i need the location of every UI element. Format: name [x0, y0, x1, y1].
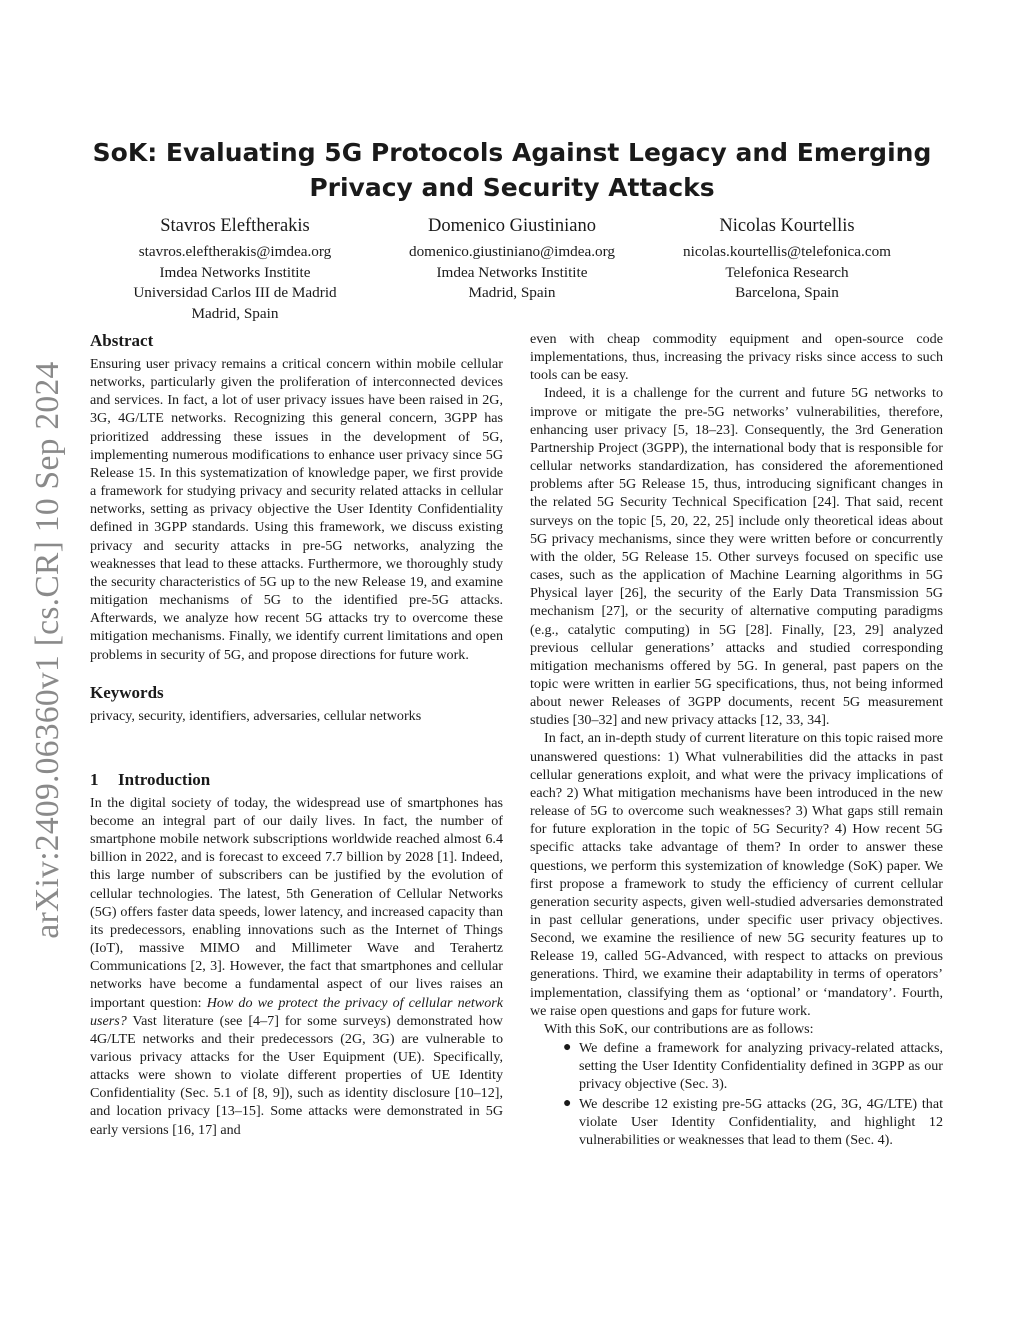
author-email: domenico.giustiniano@imdea.org: [408, 243, 616, 260]
intro-paragraph-2: Indeed, it is a challenge for the current and future 5G networks to improve or mitigate the pre-5G networks’ vulnerabilities, therefore, enhancing user privacy [5, 18–23]. Consequently, the 3rd Generation Partnership Project (3GPP), the international body that is responsible for cellular networks standardization, has considered the aforementioned problems after 5G Release 15, thus, introducing significant changes in the related 5G Security Technical Specification [24]. That said, recent surveys on the topic [5, 20, 22, 25] include only theoretical ideas about 5G privacy mechanisms, since they were written before or concurrently with the older, 5G Release 15. Other surveys focused on specific use cases, such as the application of Machine Learning algorithms in 5G Physical layer [26], the security of the Early Data Transmission 5G mechanism [27], or the security of alternative computing paradigms (e.g., catalytic computing) in 5G [28]. Finally, [23, 29] analyzed previous cellular generations’ attacks and studied corresponding mitigation mechanisms offered by 5G. In general, past papers on the topic were written in earlier 5G specifications, thus, not being informed about newer Releases of 3GPP documents, recent 5G measurement studies [30–32] and new privacy attacks [12, 33, 34].: [530, 385, 943, 729]
section-number: 1: [90, 769, 99, 789]
author-1: [85, 216, 385, 324]
title-line-2: Privacy and Security Attacks: [309, 173, 715, 202]
introduction-heading: [90, 769, 503, 791]
abstract-text: Ensuring user privacy remains a critical concern within mobile cellular networks, particularly given the proliferation of interconnected devices and services. In fact, a lot of user privacy issues have been raised in 2G, 3G, 4G/LTE networks. Recognizing this general concern, 3GPP has prioritized addressing these issues in the development of 5G, implementing numerous modifications to enhance user privacy since 5G Release 15. In this systematization of knowledge paper, we first provide a framework for studying privacy and security related attacks in cellular networks, setting as privacy objective the User Identity Confidentiality defined in 3GPP standards. Using this framework, we discuss existing privacy and security attacks in pre-5G networks, analyzing the weaknesses that lead to these attacks. Furthermore, we thoroughly study the security characteristics of 5G up to the new Release 19, and examine mitigation mechanisms of 5G to the identified pre-5G attacks. Afterwards, we analyze how recent 5G attacks try to overcome these mitigation mechanisms. Finally, we identify current limitations and open problems in security of 5G, and propose directions for future work.: [90, 356, 503, 663]
arxiv-stamp-text: arXiv:2409.06360v1 [cs.CR] 10 Sep 2024: [29, 361, 66, 939]
contributions-list: [530, 1039, 943, 1149]
list-item: [530, 1095, 943, 1149]
intro-p1-end: Vast literature (see [4–7] for some surveys) demonstrated how 4G/LTE networks and their predecessors (2G, 3G) are vulnerable to various privacy attacks for the User Equipment (UE). Specifically, attacks were shown to violate different properties of UE Identity Confidentiality (Sec. 5.1 of [8, 9]), such as identity disclosure [10–12], and location privacy [13–15]. Some attacks were demonstrated in 5G early versions [16, 17] and: [90, 1012, 503, 1138]
contribution-text: We define a framework for analyzing privacy-related attacks, setting the User Identity Confidentiality defined in 3GPP as our privacy objective (Sec. 3).: [579, 1040, 943, 1093]
author-affiliation: Universidad Carlos III de Madrid: [133, 284, 337, 301]
intro-paragraph-3: In fact, an in-depth study of current literature on this topic raised more unanswered questions: 1) What vulnerabilities did the attacks in past cellular generations exploit, and what were the privacy implications of each? 2) What mitigation mechanisms have been introduced in the new release of 5G to overcome such weaknesses? 3) What gaps still remain for future exploration in the topic of 5G Security? 4) How recent 5G specific attacks take advantage of them? In order to answer these questions, we perform this systemization of knowledge (SoK) paper. We first propose a framework to study the efficiency of current cellular generation security aspects, given well-studied adversaries demonstrated in past cellular generations, under specific user privacy objectives. Second, we examine the resilience of new 5G security features up to Release 19, called 5G-Advanced, with respect to attacks on previous generations. Third, we examine their adaptability in terms of operators’ implementation, classifying them as ‘optional’ or ‘mandatory’. Fourth, we raise open questions and gaps for future work.: [530, 730, 943, 1019]
author-name: Nicolas Kourtellis: [719, 216, 855, 236]
author-2: [362, 216, 662, 304]
right-column: [530, 330, 943, 1149]
keywords-text: privacy, security, identifiers, adversaries, cellular networks: [90, 707, 422, 724]
arxiv-identifier-stamp: [0, 0, 80, 1325]
abstract-heading: Abstract: [90, 331, 154, 350]
author-affiliation: Imdea Networks Institite: [159, 263, 311, 281]
intro-paragraph-4: With this SoK, our contributions are as follows:: [544, 1020, 814, 1037]
bullet-icon: ●: [563, 1040, 572, 1056]
author-name: Domenico Giustiniano: [427, 216, 597, 236]
bullet-icon: ●: [563, 1095, 572, 1111]
title-line-1: SoK: Evaluating 5G Protocols Against Legacy and Emerging: [92, 138, 932, 167]
section-title: Introduction: [118, 769, 211, 789]
intro-p1-start: In the digital society of today, the widespread use of smartphones has become an integral part of our daily lives. In fact, the number of smartphone mobile network subscriptions worldwide reached almost 6.4 billion in 2022, and is forecast to exceed 7.7 billion by 2028 [1]. Indeed, this large number of subscribers can be justified by the evolution of cellular technologies. The latest, 5th Generation of Cellular Networks (5G) offers faster data speeds, lower latency, and increased capacity than its predecessors, enabling innovations such as the Internet of Things (IoT), massive MIMO and Millimeter Wave and Terahertz Communications [2, 3]. However, the fact that smartphones and cellular networks have become a fundamental aspect of our lives raises an important question:: [90, 794, 503, 1011]
author-location: Madrid, Spain: [468, 284, 556, 301]
paper-title: [90, 135, 934, 205]
list-item: [530, 1039, 943, 1093]
author-email: nicolas.kourtellis@telefonica.com: [683, 243, 891, 260]
author-affiliation: Imdea Networks Institite: [436, 263, 588, 281]
author-location: Madrid, Spain: [191, 304, 279, 322]
author-location: Barcelona, Spain: [735, 284, 839, 301]
author-name: Stavros Eleftherakis: [160, 216, 310, 236]
keywords-heading: Keywords: [90, 682, 164, 702]
author-email: stavros.eleftherakis@imdea.org: [138, 243, 332, 260]
author-3: [637, 216, 937, 304]
left-column: [90, 330, 503, 1139]
intro-research-question: How do we protect the privacy of cellular network users?: [90, 994, 503, 1029]
contribution-text: We describe 12 existing pre-5G attacks (2G, 3G, 4G/LTE) that violate User Identity Confidentiality, and highlight 12 vulnerabilities or weaknesses that lead to them (Sec. 4).: [579, 1095, 943, 1148]
intro-paragraph-continued: even with cheap commodity equipment and open-source code implementations, thus, increasing the privacy risks since access to such tools can be easy.: [530, 331, 943, 384]
intro-paragraph-1: [90, 794, 503, 1139]
author-affiliation: Telefonica Research: [725, 263, 849, 281]
